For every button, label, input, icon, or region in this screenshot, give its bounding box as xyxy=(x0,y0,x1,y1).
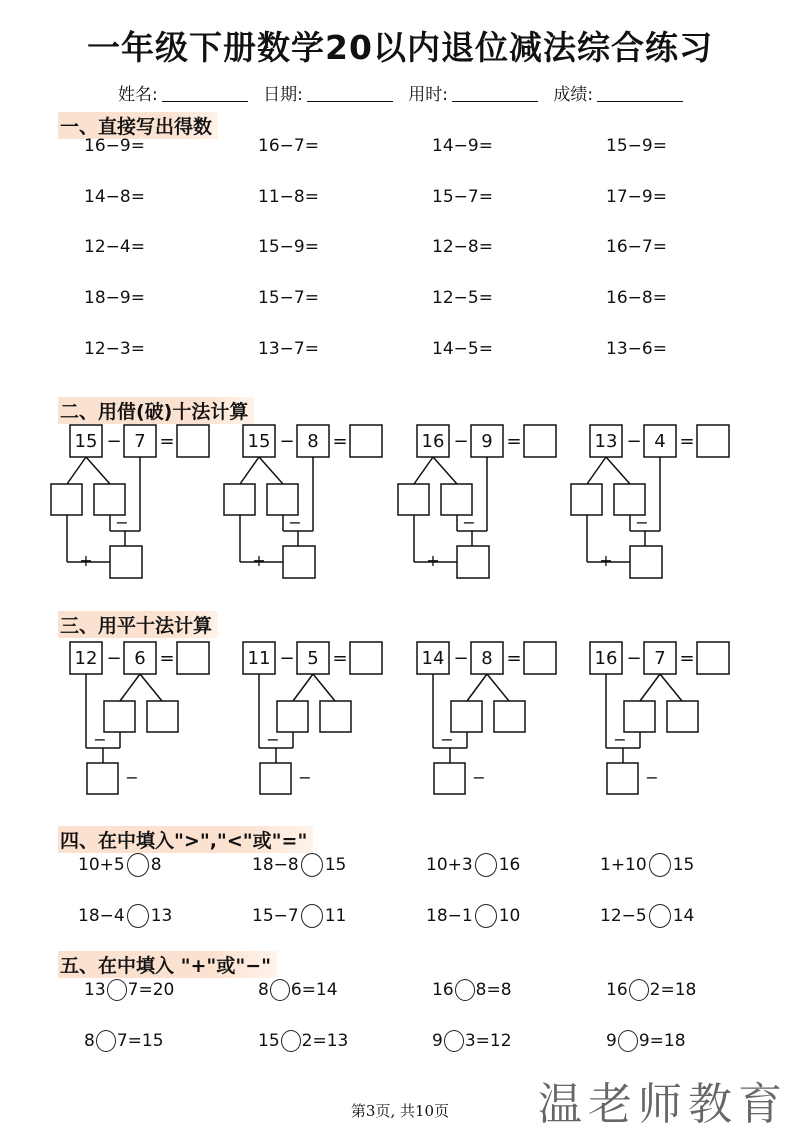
direct-problem: 15−7= xyxy=(432,187,493,207)
minus-sign: − xyxy=(93,730,107,749)
answer-circle[interactable] xyxy=(475,853,497,877)
sign-problem: 9 9=18 xyxy=(606,1031,686,1051)
second-part-box xyxy=(494,701,525,732)
answer-circle[interactable] xyxy=(270,979,290,1001)
section-heading-borrow-ten: 二、用借(破)十法计算 xyxy=(58,397,254,424)
compare-problem: 18−4 13 xyxy=(78,906,173,926)
equals-sign: = xyxy=(506,431,522,452)
date-label: 日期: xyxy=(263,85,303,105)
minus-sign: − xyxy=(288,513,302,532)
sign-problem: 16 8=8 xyxy=(432,980,512,1000)
time-label: 用时: xyxy=(408,85,449,105)
branch-line xyxy=(313,674,335,701)
direct-problem: 14−8= xyxy=(84,187,145,207)
subtrahend-number: 7 xyxy=(654,648,666,669)
minuend-number: 11 xyxy=(247,648,271,669)
direct-problem: 16−8= xyxy=(606,288,667,308)
subtrahend-number: 4 xyxy=(654,431,666,452)
sign-problem: 9 3=12 xyxy=(432,1031,512,1051)
intermediate-box xyxy=(434,763,465,794)
answer-box[interactable] xyxy=(177,425,209,457)
page-number: 第3页, 共10页 xyxy=(350,1102,450,1120)
branch-line xyxy=(67,457,86,484)
equals-sign: = xyxy=(679,648,695,669)
compare-problem: 10+5 8 xyxy=(78,855,162,875)
minus-sign: − xyxy=(453,648,469,669)
name-label: 姓名: xyxy=(118,85,158,105)
minuend-number: 16 xyxy=(421,431,445,452)
answer-circle[interactable] xyxy=(107,979,127,1001)
ones-part-box xyxy=(614,484,645,515)
minus-sign: − xyxy=(115,513,129,532)
subtrahend-number: 8 xyxy=(481,648,493,669)
section-heading-signs: 五、在中填入 "+"或"−" xyxy=(58,951,277,978)
tens-part-box xyxy=(398,484,429,515)
compare-problem: 18−1 10 xyxy=(426,906,521,926)
answer-box[interactable] xyxy=(697,642,729,674)
compare-problem: 1+10 15 xyxy=(600,855,695,875)
first-part-box xyxy=(104,701,135,732)
plus-sign: + xyxy=(599,551,613,570)
branch-line xyxy=(433,457,457,484)
direct-problem: 13−6= xyxy=(606,339,667,359)
branch-line xyxy=(240,457,259,484)
branch-line xyxy=(414,457,433,484)
equals-sign: = xyxy=(332,648,348,669)
branch-line xyxy=(140,674,162,701)
direct-problem: 15−7= xyxy=(258,288,319,308)
branch-line xyxy=(660,674,682,701)
intermediate-box xyxy=(110,546,142,578)
subtrahend-number: 6 xyxy=(134,648,146,669)
intermediate-box xyxy=(283,546,315,578)
tens-part-box xyxy=(224,484,255,515)
sign-problem: 16 2=18 xyxy=(606,980,697,1000)
equals-sign: = xyxy=(679,431,695,452)
answer-box[interactable] xyxy=(177,642,209,674)
score-label: 成绩: xyxy=(553,85,594,105)
second-part-box xyxy=(147,701,178,732)
answer-box[interactable] xyxy=(350,642,382,674)
answer-box[interactable] xyxy=(697,425,729,457)
direct-problem: 18−9= xyxy=(84,288,145,308)
minus-sign: − xyxy=(472,768,486,787)
ones-part-box xyxy=(267,484,298,515)
plus-sign: + xyxy=(252,551,266,570)
intermediate-box xyxy=(260,763,291,794)
equals-sign: = xyxy=(159,431,175,452)
minus-sign: − xyxy=(613,730,627,749)
minus-sign: − xyxy=(298,768,312,787)
branch-line xyxy=(467,674,487,701)
tens-part-box xyxy=(51,484,82,515)
minuend-number: 15 xyxy=(74,431,98,452)
first-part-box xyxy=(624,701,655,732)
direct-problem: 12−4= xyxy=(84,237,145,257)
intermediate-box xyxy=(607,763,638,794)
minus-sign: − xyxy=(645,768,659,787)
second-part-box xyxy=(320,701,351,732)
answer-circle[interactable] xyxy=(281,1030,301,1052)
subtrahend-number: 7 xyxy=(134,431,146,452)
direct-problem: 16−9= xyxy=(84,136,145,156)
intermediate-box xyxy=(457,546,489,578)
branch-line xyxy=(120,674,140,701)
minus-sign: − xyxy=(125,768,139,787)
answer-circle[interactable] xyxy=(127,904,149,928)
ones-part-box xyxy=(94,484,125,515)
direct-problem: 15−9= xyxy=(258,237,319,257)
answer-circle[interactable] xyxy=(127,853,149,877)
minus-sign: − xyxy=(106,431,122,452)
sign-problem: 15 2=13 xyxy=(258,1031,349,1051)
answer-circle[interactable] xyxy=(455,979,475,1001)
minuend-number: 16 xyxy=(594,648,618,669)
section-heading-compare: 四、在中填入">","<"或"=" xyxy=(58,826,313,853)
equals-sign: = xyxy=(506,648,522,669)
answer-circle[interactable] xyxy=(301,904,323,928)
branch-line xyxy=(487,674,509,701)
direct-problem: 12−3= xyxy=(84,339,145,359)
direct-problem: 15−9= xyxy=(606,136,667,156)
answer-circle[interactable] xyxy=(649,904,671,928)
first-part-box xyxy=(277,701,308,732)
minuend-number: 15 xyxy=(247,431,271,452)
minus-sign: − xyxy=(106,648,122,669)
subtrahend-number: 8 xyxy=(307,431,319,452)
answer-box[interactable] xyxy=(524,425,556,457)
sign-problem: 8 7=15 xyxy=(84,1031,164,1051)
minus-sign: − xyxy=(462,513,476,532)
compare-problem: 10+3 16 xyxy=(426,855,521,875)
minus-sign: − xyxy=(279,648,295,669)
compare-problem: 12−5 14 xyxy=(600,906,695,926)
equals-sign: = xyxy=(332,431,348,452)
branch-line xyxy=(259,457,283,484)
direct-problem: 12−5= xyxy=(432,288,493,308)
section-heading-flat-ten: 三、用平十法计算 xyxy=(58,611,218,638)
branch-line xyxy=(606,457,630,484)
direct-problem: 12−8= xyxy=(432,237,493,257)
brand-watermark: 温老师教育 xyxy=(538,1079,788,1130)
first-part-box xyxy=(451,701,482,732)
direct-problem: 14−9= xyxy=(432,136,493,156)
sign-problem: 8 6=14 xyxy=(258,980,338,1000)
subtrahend-number: 9 xyxy=(481,431,493,452)
compare-problem: 15−7 11 xyxy=(252,906,347,926)
direct-problem: 17−9= xyxy=(606,187,667,207)
minuend-number: 12 xyxy=(74,648,98,669)
branch-line xyxy=(640,674,660,701)
answer-box[interactable] xyxy=(350,425,382,457)
minus-sign: − xyxy=(440,730,454,749)
direct-problem: 16−7= xyxy=(606,237,667,257)
direct-problem: 11−8= xyxy=(258,187,319,207)
plus-sign: + xyxy=(79,551,93,570)
answer-circle[interactable] xyxy=(444,1030,464,1052)
answer-circle[interactable] xyxy=(618,1030,638,1052)
plus-sign: + xyxy=(426,551,440,570)
sign-problem: 13 7=20 xyxy=(84,980,175,1000)
equals-sign: = xyxy=(159,648,175,669)
minus-sign: − xyxy=(635,513,649,532)
subtrahend-number: 5 xyxy=(307,648,319,669)
intermediate-box xyxy=(87,763,118,794)
direct-problem: 14−5= xyxy=(432,339,493,359)
answer-circle[interactable] xyxy=(96,1030,116,1052)
minus-sign: − xyxy=(626,431,642,452)
compare-problem: 18−8 15 xyxy=(252,855,347,875)
minus-sign: − xyxy=(279,431,295,452)
answer-circle[interactable] xyxy=(301,853,323,877)
page-title: 一年级下册数学20以内退位减法综合练习 xyxy=(87,28,713,67)
minuend-number: 13 xyxy=(594,431,618,452)
intermediate-box xyxy=(630,546,662,578)
answer-box[interactable] xyxy=(524,642,556,674)
branch-line xyxy=(293,674,313,701)
minuend-number: 14 xyxy=(421,648,445,669)
direct-problem: 13−7= xyxy=(258,339,319,359)
minus-sign: − xyxy=(626,648,642,669)
section-heading-direct: 一、直接写出得数 xyxy=(58,112,218,139)
ones-part-box xyxy=(441,484,472,515)
answer-circle[interactable] xyxy=(629,979,649,1001)
answer-circle[interactable] xyxy=(649,853,671,877)
minus-sign: − xyxy=(266,730,280,749)
branch-line xyxy=(587,457,606,484)
direct-problem: 16−7= xyxy=(258,136,319,156)
branch-line xyxy=(86,457,110,484)
second-part-box xyxy=(667,701,698,732)
answer-circle[interactable] xyxy=(475,904,497,928)
minus-sign: − xyxy=(453,431,469,452)
tens-part-box xyxy=(571,484,602,515)
